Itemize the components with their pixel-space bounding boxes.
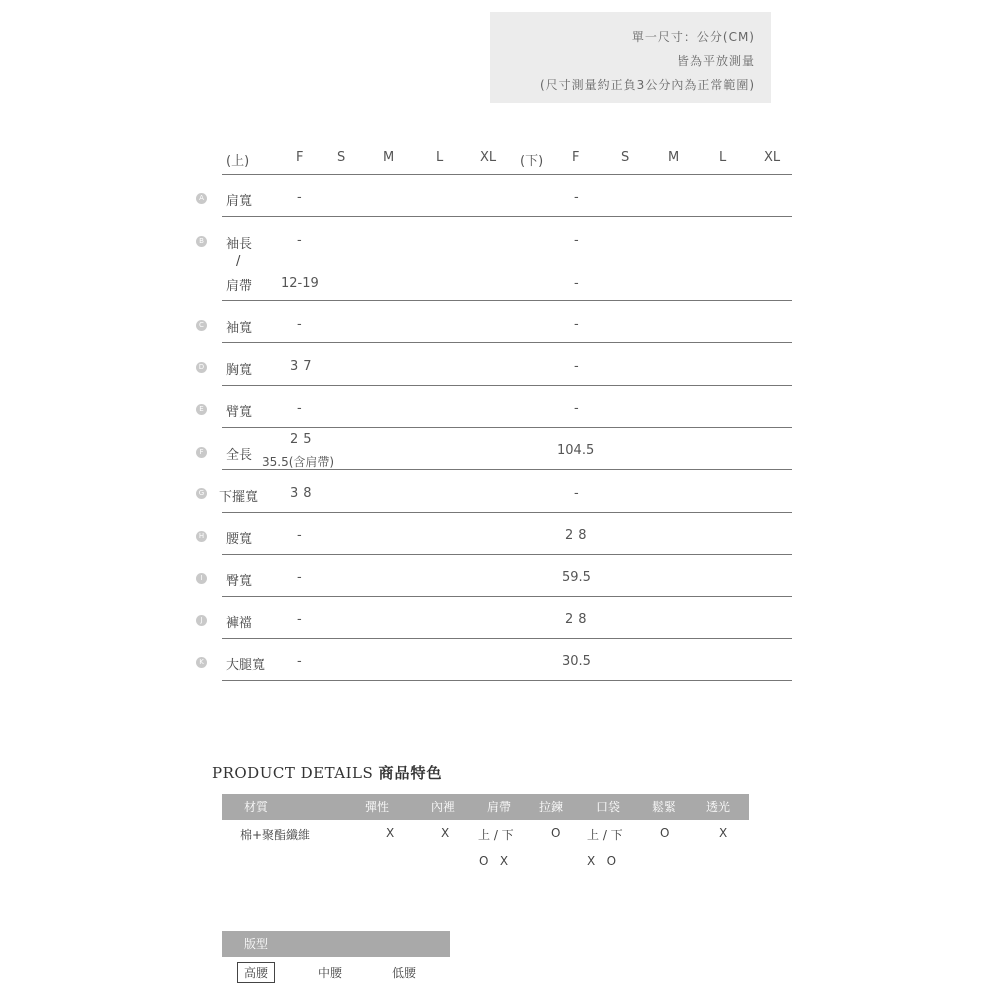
row-marker: J	[196, 615, 207, 626]
title-en: PRODUCT DETAILS	[212, 764, 374, 782]
row-marker: E	[196, 404, 207, 415]
table-divider	[222, 596, 792, 597]
size-header: M	[383, 150, 395, 165]
material-value: 棉+聚酯纖維	[240, 828, 311, 842]
top-f-value: -	[297, 654, 302, 669]
table-divider	[222, 469, 792, 470]
top-f-value: -	[297, 317, 302, 332]
lining-value: X	[441, 826, 450, 840]
row-label-separator: /	[236, 254, 241, 269]
row-marker: I	[196, 573, 207, 584]
top-f-value: 38	[290, 486, 317, 501]
transparency-value: X	[719, 826, 728, 840]
size-header: L	[719, 150, 727, 165]
row-marker: G	[196, 488, 207, 499]
note-tolerance: (尺寸測量約正負3公分內為正常範圍)	[540, 78, 755, 92]
top-f-value: 25	[290, 432, 317, 447]
table-divider	[222, 638, 792, 639]
table-divider	[222, 216, 792, 217]
note-unit: 單一尺寸：公分(CM)	[631, 30, 755, 44]
strap-value: 上 / 下	[478, 828, 514, 842]
measurement-note	[490, 12, 771, 103]
row-label: 臂寬	[226, 405, 253, 420]
bottom-f-value: -	[574, 359, 579, 374]
bottom-f-value: 28	[565, 528, 592, 543]
row-marker: A	[196, 193, 207, 204]
top-f-value: -	[297, 401, 302, 416]
bottom-f-value: -	[574, 486, 579, 501]
size-header: M	[668, 150, 680, 165]
table-divider	[222, 427, 792, 428]
bottom-f-value: 104.5	[557, 443, 595, 458]
table-divider	[222, 680, 792, 681]
top-f-value: -	[297, 570, 302, 585]
size-header: S	[337, 150, 346, 165]
product-details-header-bar	[222, 794, 749, 820]
row-marker: K	[196, 657, 207, 668]
fit-option-selected: 高腰	[237, 962, 275, 983]
zipper-value: O	[551, 826, 561, 840]
table-divider	[222, 385, 792, 386]
bottom-f-value: -	[574, 317, 579, 332]
pocket-options: X O	[587, 854, 617, 868]
size-header: XL	[480, 150, 497, 165]
pocket-value: 上 / 下	[587, 828, 623, 842]
top-f-value: 12-19	[281, 276, 319, 291]
note-method: 皆為平放測量	[676, 54, 755, 68]
bottom-f-value: -	[574, 233, 579, 248]
header-pocket: 口袋	[596, 800, 621, 814]
size-header: F	[296, 150, 304, 165]
top-f-value: -	[297, 612, 302, 627]
header-elastic-band: 鬆緊	[652, 800, 677, 814]
fit-header-bar	[222, 931, 450, 957]
top-f-value: -	[297, 233, 302, 248]
row-label: 肩寬	[226, 194, 253, 209]
header-strap: 肩帶	[487, 800, 512, 814]
header-transparency: 透光	[706, 800, 731, 814]
table-divider	[222, 342, 792, 343]
header-elasticity: 彈性	[365, 800, 390, 814]
row-marker: C	[196, 320, 207, 331]
table-divider	[222, 512, 792, 513]
row-label: 褲襠	[226, 616, 253, 631]
table-divider	[222, 174, 792, 175]
elastic-band-value: O	[660, 826, 670, 840]
row-marker: H	[196, 531, 207, 542]
size-header: XL	[764, 150, 781, 165]
bottom-group-label: (下)	[520, 154, 544, 169]
header-lining: 內裡	[431, 800, 456, 814]
bottom-f-value: 28	[565, 612, 592, 627]
top-f-value: 37	[290, 359, 317, 374]
header-material: 材質	[244, 800, 269, 814]
size-header: F	[572, 150, 580, 165]
bottom-f-value: -	[574, 401, 579, 416]
row-label: 胸寬	[226, 363, 253, 378]
row-label: 全長	[226, 448, 253, 463]
row-label: 大腿寬	[226, 658, 266, 673]
row-label: 肩帶	[226, 279, 253, 294]
row-label: 袖長	[226, 237, 253, 252]
header-zipper: 拉鍊	[539, 800, 564, 814]
row-label: 腰寬	[226, 532, 253, 547]
row-label: 袖寬	[226, 321, 253, 336]
table-divider	[222, 300, 792, 301]
fit-option: 低腰	[392, 966, 417, 980]
title-zh: 商品特色	[378, 764, 443, 782]
table-divider	[222, 554, 792, 555]
row-marker: F	[196, 447, 207, 458]
product-details-title	[212, 762, 443, 783]
top-f-value: -	[297, 190, 302, 205]
bottom-f-value: 59.5	[562, 570, 591, 585]
bottom-f-value: 30.5	[562, 654, 591, 669]
bottom-f-value: -	[574, 276, 579, 291]
row-label: 下擺寬	[219, 490, 259, 505]
size-header: S	[621, 150, 630, 165]
row-label: 臀寬	[226, 574, 253, 589]
row-marker: B	[196, 236, 207, 247]
bottom-f-value: -	[574, 190, 579, 205]
fit-option: 中腰	[318, 966, 343, 980]
top-group-label: (上)	[226, 154, 250, 169]
top-f-value: 35.5(含肩帶)	[262, 455, 335, 469]
size-header: L	[436, 150, 444, 165]
strap-options: O X	[479, 854, 509, 868]
elasticity-value: X	[386, 826, 395, 840]
top-f-value: -	[297, 528, 302, 543]
row-marker: D	[196, 362, 207, 373]
fit-header: 版型	[244, 937, 269, 951]
